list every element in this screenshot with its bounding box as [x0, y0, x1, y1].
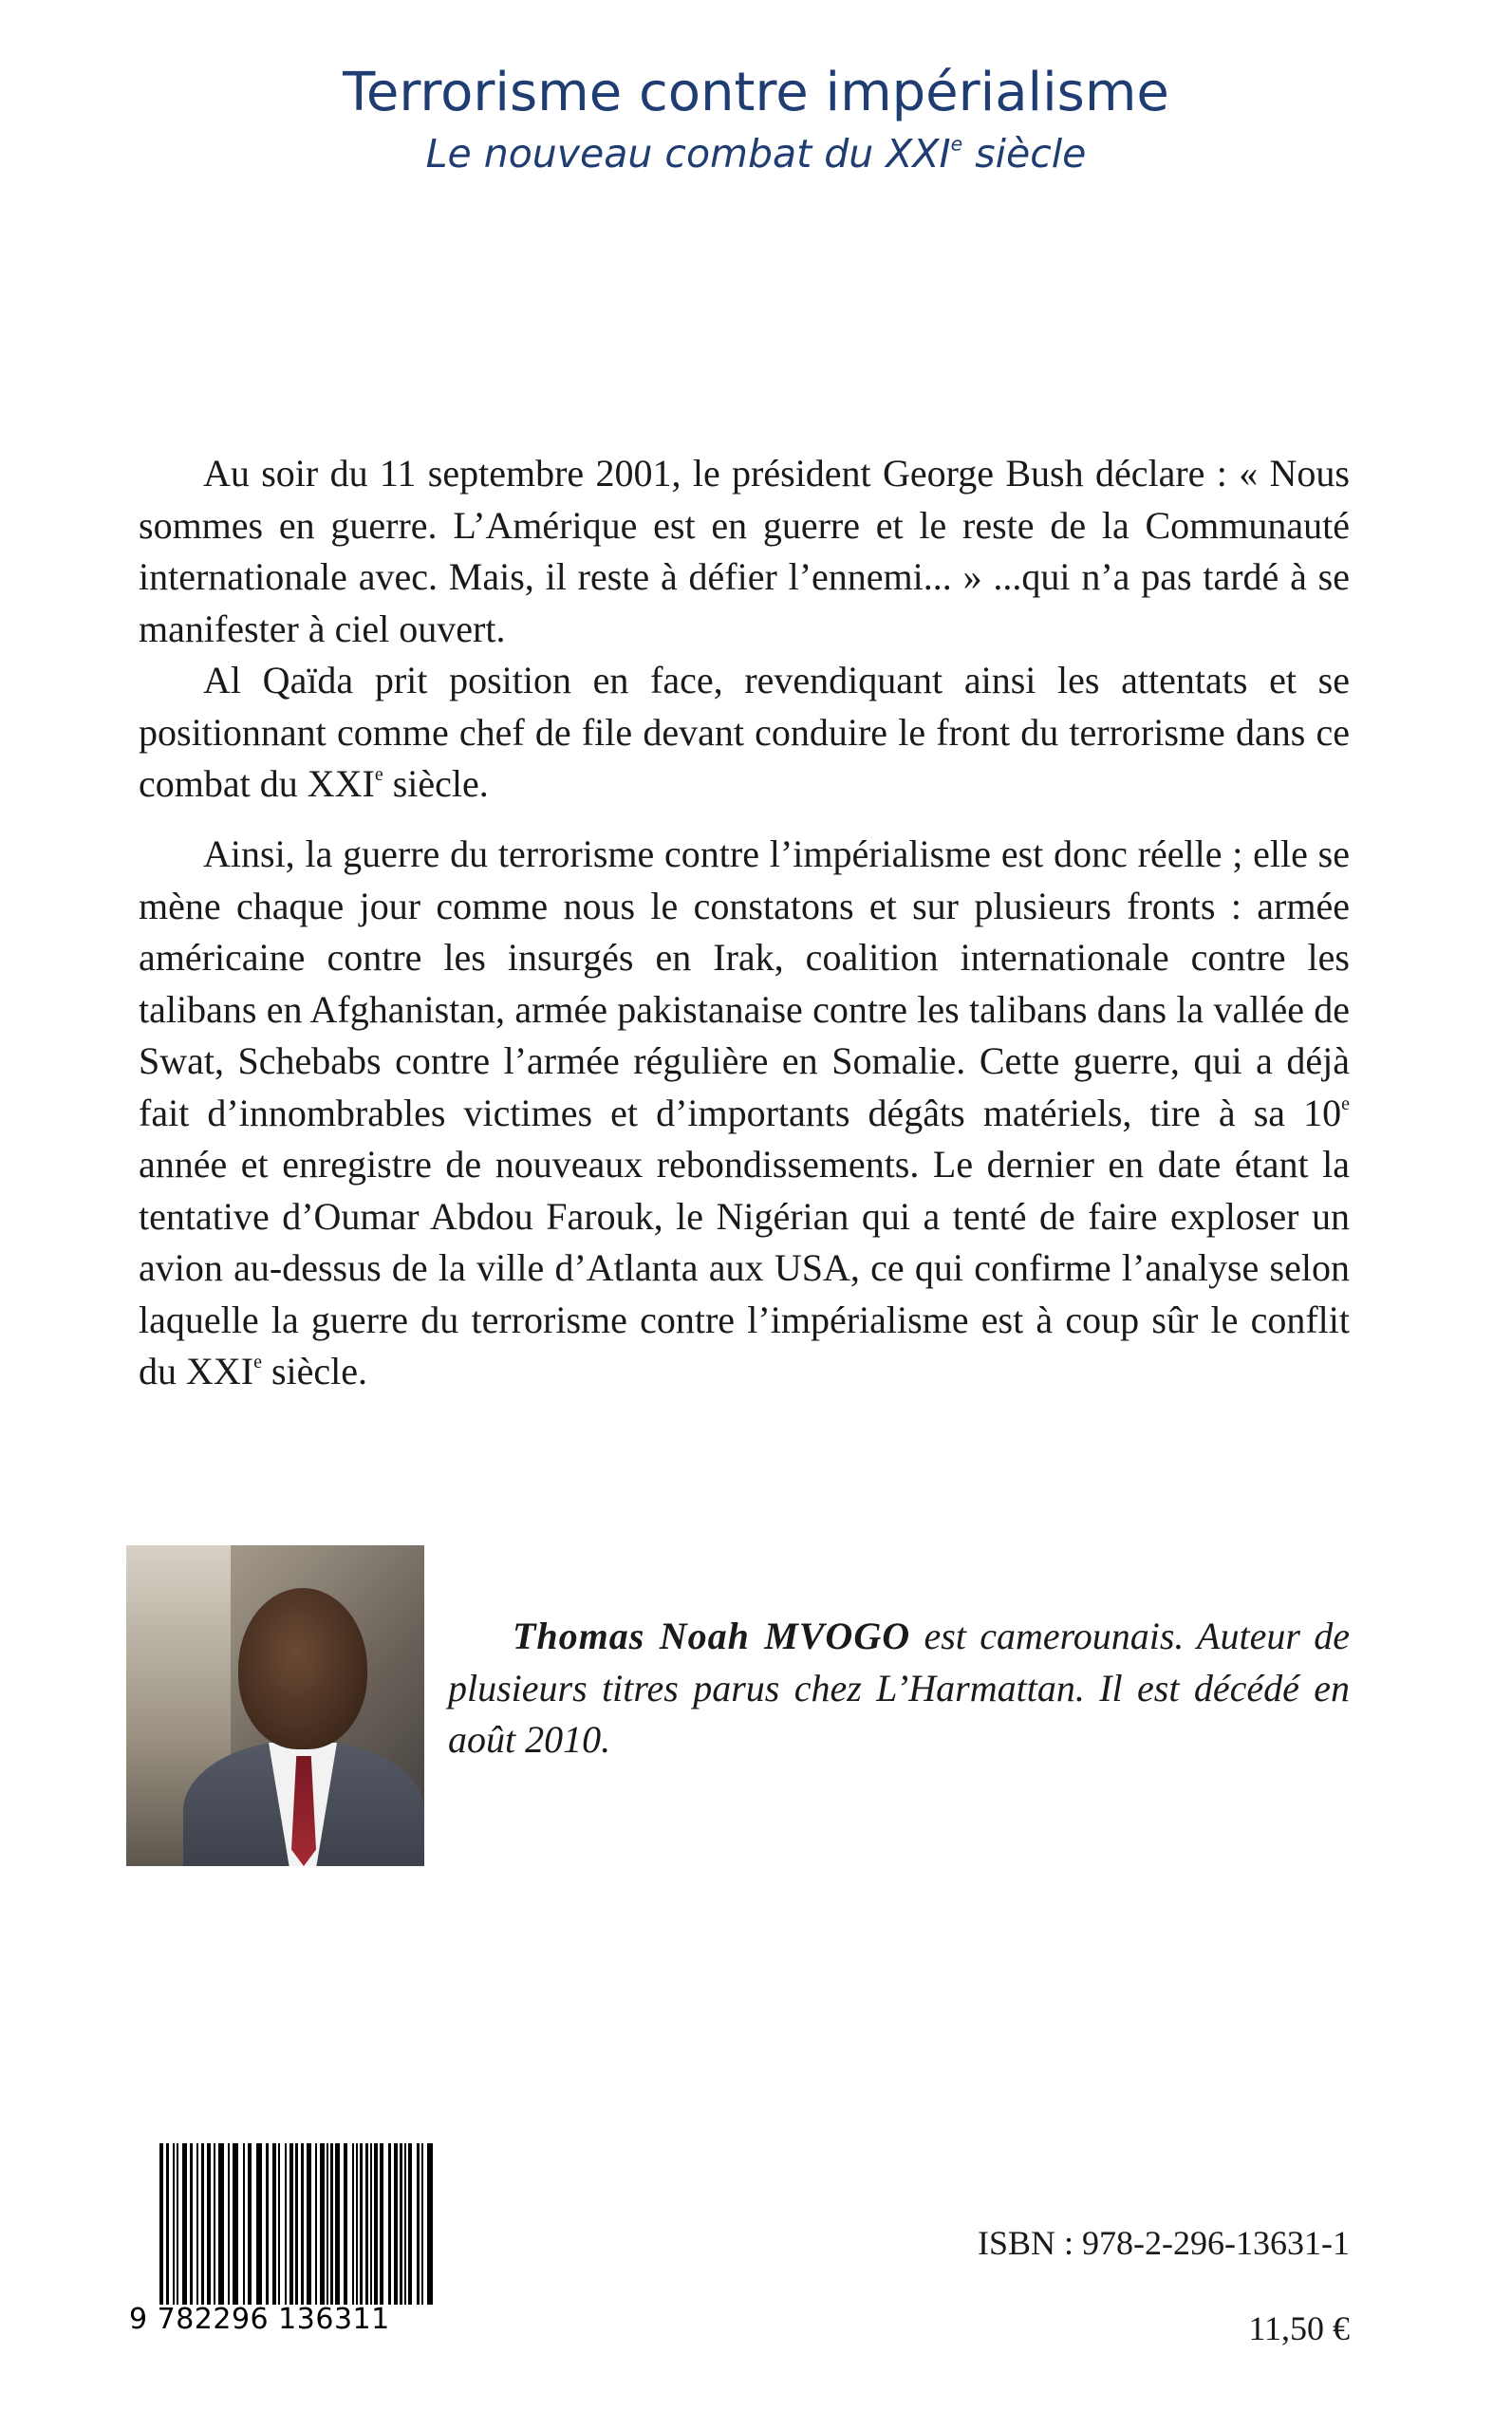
barcode-bar [248, 2143, 252, 2305]
barcode-bar [356, 2143, 358, 2305]
barcode-bar [352, 2143, 354, 2305]
paragraph-3-text-2: année et enregistre de nouveaux rebondissements. Le dernier en date étant la tentative d’Oumar Abdou Farouk, le Nigérian qui a tenté de faire exploser un avion au-dessus de la ville d’Atlanta aux USA, ce qui confirme l’analyse selon laquelle la guerre du terrorisme contre l’impérialisme est à coup sûr le conflit du XXI [139, 1143, 1350, 1392]
barcode-bar [388, 2143, 391, 2305]
paragraph-2-text: Al Qaïda prit position en face, revendiquant ainsi les attentats et se positionnant comme chef de file devant conduire le front du terrorisme dans ce combat du XXI [139, 659, 1350, 805]
barcode-bar [327, 2143, 328, 2305]
barcode-bar [201, 2143, 204, 2305]
paragraph-2-text-end: siècle. [383, 762, 489, 805]
barcode-bars [158, 2143, 435, 2305]
paragraph-text: Au soir du 11 septembre 2001, le président George Bush déclare : « Nous sommes en guerre. L’Amérique est en guerre et le reste de la Communauté internationale avec. Mais, il reste à défier l’ennemi... » ...qui n’a pas tardé à se manifester à ciel ouvert. [139, 452, 1350, 650]
barcode-bar [315, 2143, 317, 2305]
barcode-bar [218, 2143, 224, 2305]
barcode-bar [278, 2143, 280, 2305]
author-bio [448, 1611, 1350, 1766]
barcode-bar [266, 2143, 269, 2305]
barcode-bar [417, 2143, 420, 2305]
subtitle-superscript: e [950, 132, 963, 156]
barcode-bar [344, 2143, 347, 2305]
barcode-bar [289, 2143, 293, 2305]
paragraph-3-superscript-1: e [1341, 1093, 1350, 1114]
barcode-bar [400, 2143, 402, 2305]
barcode [158, 2143, 435, 2305]
photo-head [238, 1588, 367, 1749]
isbn: ISBN : 978-2-296-13631-1 [978, 2224, 1350, 2262]
barcode-bar [380, 2143, 383, 2305]
blurb-paragraph-2 [139, 655, 1350, 811]
subtitle-text-end: siècle [962, 131, 1087, 177]
barcode-bar [166, 2143, 169, 2305]
barcode-bar [190, 2143, 193, 2305]
barcode-bar [374, 2143, 378, 2305]
barcode-bar [295, 2143, 298, 2305]
barcode-bar [360, 2143, 363, 2305]
paragraph-3-superscript-2: e [253, 1352, 262, 1373]
barcode-bar [207, 2143, 211, 2305]
barcode-bar [365, 2143, 368, 2305]
barcode-bar [243, 2143, 245, 2305]
book-subtitle [0, 127, 1512, 180]
barcode-bar [307, 2143, 311, 2305]
price: 11,50 € [1248, 2309, 1350, 2347]
barcode-bar [330, 2143, 333, 2305]
book-title: Terrorisme contre impérialisme [343, 62, 1169, 123]
blurb-paragraph-1 [139, 448, 1350, 655]
barcode-bar [301, 2143, 304, 2305]
barcode-bar [196, 2143, 198, 2305]
author-photo [126, 1545, 424, 1866]
author-bio-text [448, 1611, 1350, 1766]
barcode-bar [408, 2143, 412, 2305]
paragraph-text [139, 655, 1350, 811]
barcode-bar [370, 2143, 372, 2305]
barcode-bar [182, 2143, 187, 2305]
barcode-bar [320, 2143, 325, 2305]
blurb-paragraph-3 [139, 829, 1350, 1398]
barcode-bar [427, 2143, 433, 2305]
barcode-bar [421, 2143, 423, 2305]
barcode-bar [228, 2143, 230, 2305]
barcode-bar [233, 2143, 238, 2305]
paragraph-text [139, 829, 1350, 1398]
barcode-digits: 9 782296 136311 [129, 2303, 390, 2336]
barcode-bar [159, 2143, 163, 2305]
subtitle-text: Le nouveau combat du XXI [425, 131, 951, 177]
barcode-bar [256, 2143, 262, 2305]
barcode-bar [285, 2143, 287, 2305]
title-block [0, 59, 1512, 180]
barcode-bar [394, 2143, 398, 2305]
paragraph-3-text-3: siècle. [261, 1350, 368, 1392]
barcode-bar [335, 2143, 340, 2305]
barcode-bar [404, 2143, 406, 2305]
paragraph-3-text-1: Ainsi, la guerre du terrorisme contre l’impérialisme est donc réelle ; elle se mène chaque jour comme nous le constatons et sur plusieurs fronts : armée américaine contre les insurgés en Irak, coalition internationale contre les talibans en Afghanistan, armée pakistanaise contre les talibans dans la vallée de Swat, Schebabs contre l’armée régulière en Somalie. Cette guerre, qui a déjà fait d’innombrables victimes et d’importants dégâts matériels, tire à sa 10 [139, 832, 1350, 1134]
barcode-bar [177, 2143, 178, 2305]
paragraph-2-superscript: e [374, 764, 383, 785]
barcode-bar [272, 2143, 276, 2305]
author-description: est camerounais. Auteur de plusieurs titres parus chez L’Harmattan. Il est décédé en août 2010. [448, 1615, 1350, 1761]
author-name: Thomas Noah MVOGO [513, 1615, 911, 1657]
barcode-bar [214, 2143, 215, 2305]
barcode-bar [173, 2143, 175, 2305]
